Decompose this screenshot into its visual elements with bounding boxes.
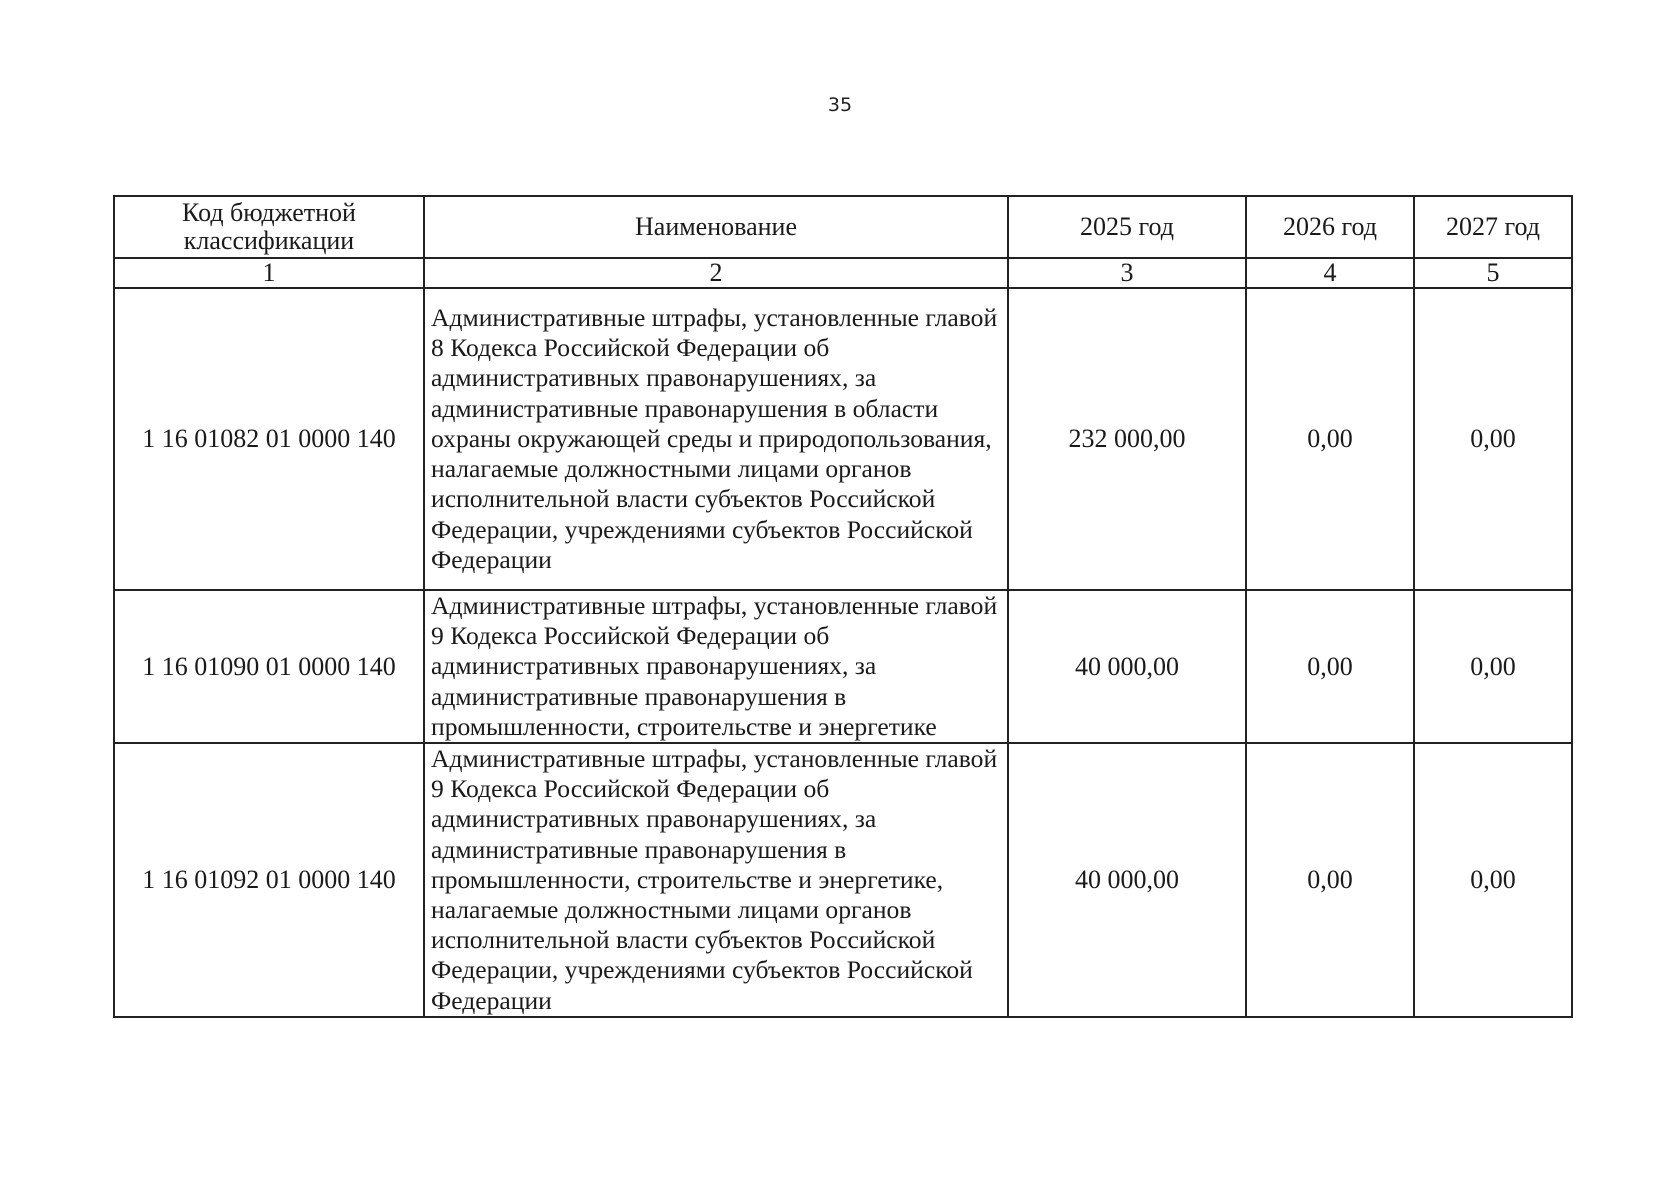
table-row [114,288,1572,590]
budget-code-cell: 1 16 01082 01 0000 140 [114,288,424,590]
column-number: 1 [114,258,424,288]
header-2025: 2025 год [1008,196,1246,258]
budget-code-cell: 1 16 01090 01 0000 140 [114,590,424,743]
table-row [114,590,1572,743]
amount-2027-cell: 0,00 [1414,288,1572,590]
name-cell: Административные штрафы, установленные главой 8 Кодекса Российской Федерации об административных правонарушениях, за административные правонарушения в области охраны окружающей среды и природопользования, налагаемые должностными лицами органов исполнительной власти субъектов Российской Федерации, учреждениями субъектов Российской Федерации [424,288,1008,590]
amount-2025-cell: 40 000,00 [1008,743,1246,1017]
amount-2026-cell: 0,00 [1246,590,1414,743]
column-number: 4 [1246,258,1414,288]
amount-2026-cell: 0,00 [1246,743,1414,1017]
amount-2026-cell: 0,00 [1246,288,1414,590]
header-name: Наименование [424,196,1008,258]
header-row [114,196,1572,258]
budget-table [113,195,1573,1018]
amount-2027-cell: 0,00 [1414,590,1572,743]
amount-2025-cell: 232 000,00 [1008,288,1246,590]
column-number: 2 [424,258,1008,288]
column-number: 3 [1008,258,1246,288]
name-cell: Административные штрафы, установленные главой 9 Кодекса Российской Федерации об административных правонарушениях, за административные правонарушения в промышленности, строительстве и энергетике, налагаемые должностными лицами органов исполнительной власти субъектов Российской Федерации, учреждениями субъектов Российской Федерации [424,743,1008,1017]
column-number-row [114,258,1572,288]
table-row [114,743,1572,1017]
amount-2025-cell: 40 000,00 [1008,590,1246,743]
column-number: 5 [1414,258,1572,288]
header-code: Код бюджетной классификации [114,196,424,258]
header-2026: 2026 год [1246,196,1414,258]
name-cell: Административные штрафы, установленные главой 9 Кодекса Российской Федерации об административных правонарушениях, за административные правонарушения в промышленности, строительстве и энергетике [424,590,1008,743]
budget-code-cell: 1 16 01092 01 0000 140 [114,743,424,1017]
amount-2027-cell: 0,00 [1414,743,1572,1017]
page-number: 35 [827,94,853,116]
header-2027: 2027 год [1414,196,1572,258]
